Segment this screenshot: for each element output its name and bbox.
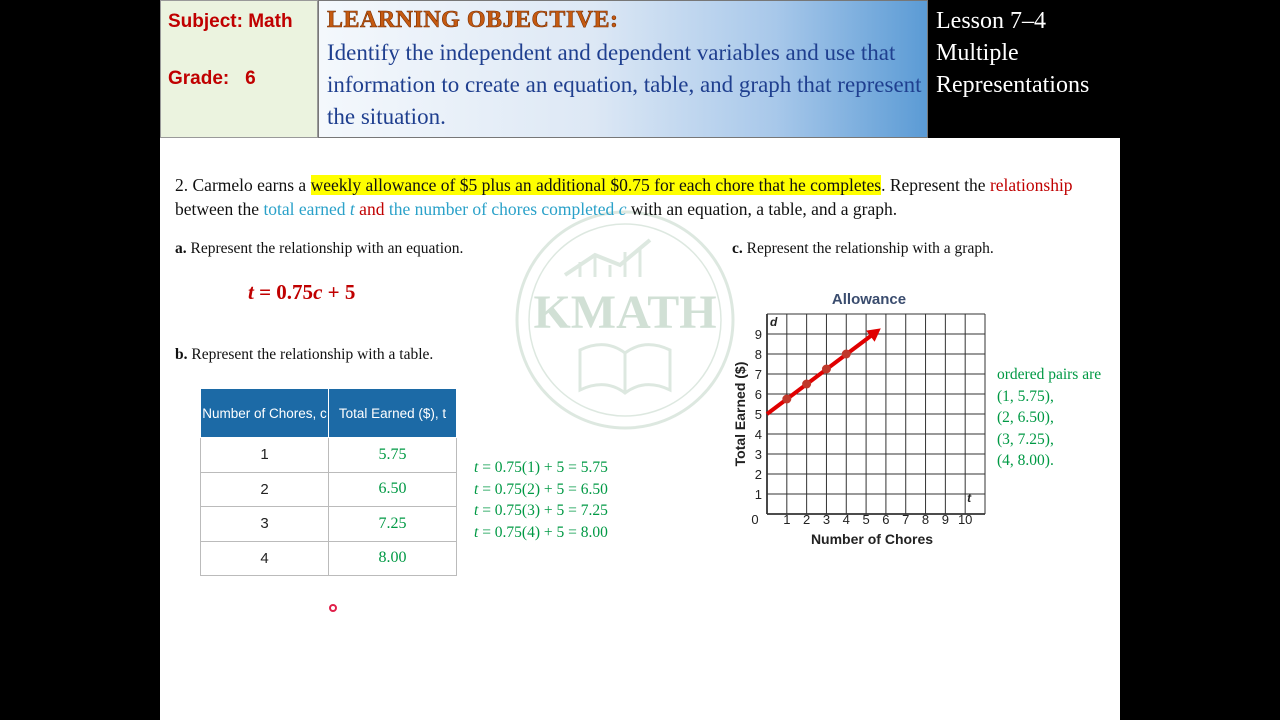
problem-number: 2. Carmelo earns a	[175, 175, 311, 195]
eq-t: t	[248, 280, 254, 304]
word-and: and	[354, 199, 389, 219]
lesson-title-line1: Multiple	[936, 40, 1019, 66]
grade-label: Grade: 6	[168, 68, 256, 89]
x-tick-label: 5	[862, 512, 870, 527]
x-tick-label: 10	[957, 512, 973, 527]
x-tick-label: 3	[822, 512, 831, 527]
calc-text: = 0.75(3) + 5 = 7.25	[478, 502, 608, 519]
phrase-chores: the number of chores completed	[388, 199, 619, 219]
part-c-label: c.	[732, 240, 743, 257]
y-tick-label: 5	[754, 407, 762, 422]
data-point	[842, 350, 851, 359]
objective-box	[318, 0, 928, 138]
objective-body: Identify the independent and dependent variables and use that information to create an equation, table, and graph that represent the situation.	[327, 40, 922, 129]
cell-chores: 3	[201, 507, 329, 542]
table-header-earned: Total Earned ($), t	[329, 389, 457, 438]
table-row	[201, 472, 457, 507]
ordered-pair: (2, 6.50),	[997, 409, 1054, 426]
x-tick-label: 7	[902, 512, 910, 527]
values-table	[200, 388, 457, 576]
calc-text: = 0.75(2) + 5 = 6.50	[478, 480, 608, 498]
calc-line	[474, 500, 608, 522]
part-a	[175, 240, 463, 258]
lesson-number: Lesson 7–4	[936, 8, 1046, 34]
y-tick-label: 9	[754, 327, 762, 342]
cell-earned: 7.25	[329, 507, 457, 542]
x-tick-label: 8	[921, 512, 930, 527]
subject-box	[160, 0, 318, 138]
y-tick-label: 6	[754, 387, 762, 402]
phrase-total-earned: total earned	[263, 199, 350, 219]
part-c-text: Represent the relationship with a graph.	[742, 240, 994, 257]
cell-earned: 5.75	[329, 438, 457, 473]
part-b-text: Represent the relationship with a table.	[187, 346, 434, 363]
cell-earned: 8.00	[329, 541, 457, 576]
calc-text: = 0.75(1) + 5 = 5.75	[478, 459, 608, 476]
objective-title: LEARNING OBJECTIVE:	[327, 7, 619, 33]
calculations	[474, 457, 608, 543]
kmath-watermark	[510, 205, 740, 435]
x-tick-label: 2	[803, 512, 811, 527]
chart-title: Allowance	[831, 291, 907, 308]
ordered-pairs	[997, 364, 1101, 472]
y-tick-label: 1	[754, 487, 762, 502]
problem-text-2: between the	[175, 199, 264, 219]
cell-chores: 4	[201, 541, 329, 576]
var-t: t	[349, 199, 355, 219]
x-tick-label: 0	[751, 512, 759, 527]
calc-var: t	[474, 502, 479, 519]
highlighted-text: weekly allowance of $5 plus an additional $0.75 for each chore that he completes	[310, 175, 882, 195]
data-point	[802, 380, 811, 389]
cell-chores: 1	[201, 438, 329, 473]
calc-var: t	[474, 459, 479, 476]
data-point	[822, 365, 831, 374]
var-c: c	[618, 199, 627, 219]
allowance-graph	[730, 285, 1010, 555]
cell-earned: 6.50	[329, 472, 457, 507]
x-axis-label: Number of Chores	[810, 531, 934, 547]
calc-var: t	[474, 523, 479, 541]
x-tick-label: 9	[941, 512, 949, 527]
table-row	[201, 507, 457, 542]
problem-statement	[175, 173, 1110, 221]
part-b-label: b.	[175, 346, 188, 363]
x-tick-label: 4	[842, 512, 850, 527]
calc-line	[474, 522, 608, 544]
calc-text: = 0.75(4) + 5 = 8.00	[478, 523, 608, 541]
y-tick-label: 7	[754, 367, 762, 382]
lesson-box	[928, 0, 1120, 138]
ordered-pair: (4, 8.00).	[997, 452, 1054, 469]
equation	[248, 280, 355, 305]
problem-text-1: . Represent the	[881, 175, 990, 195]
x-axis-letter: t	[967, 491, 972, 505]
x-tick-label: 1	[783, 512, 791, 527]
lesson-title-line2: Representations	[936, 72, 1090, 98]
calc-line	[474, 457, 608, 479]
cell-chores: 2	[201, 472, 329, 507]
part-b	[175, 346, 433, 364]
data-point	[782, 395, 791, 404]
ordered-pair: (3, 7.25),	[997, 430, 1054, 448]
part-a-label: a.	[175, 240, 187, 257]
y-tick-label: 8	[754, 347, 762, 362]
slide	[160, 0, 1120, 720]
table-header-chores: Number of Chores, c	[201, 389, 329, 438]
cursor-dot	[329, 604, 337, 612]
watermark-text: KMATH	[533, 286, 717, 339]
part-a-text: Represent the relationship with an equation.	[186, 240, 464, 257]
part-c	[732, 240, 994, 258]
y-tick-label: 4	[754, 427, 762, 442]
eq-c: c	[313, 280, 323, 304]
y-axis-letter: d	[770, 315, 778, 329]
y-tick-label: 3	[754, 447, 762, 462]
ordered-pairs-label: ordered pairs are	[997, 366, 1102, 383]
eq-const: + 5	[322, 280, 356, 304]
eq-coef: = 0.75	[253, 280, 314, 304]
table-row	[201, 541, 457, 576]
calc-var: t	[474, 480, 479, 498]
subject-label: Subject: Math	[168, 11, 293, 32]
y-axis-label: Total Earned ($)	[732, 361, 748, 467]
y-tick-label: 2	[754, 467, 762, 482]
table-row	[201, 438, 457, 473]
ordered-pair: (1, 5.75),	[997, 387, 1054, 405]
problem-text-3: with an equation, a table, and a graph.	[626, 199, 898, 219]
x-tick-label: 6	[882, 512, 890, 527]
word-relationship: relationship	[989, 175, 1073, 195]
calc-line	[474, 479, 608, 501]
